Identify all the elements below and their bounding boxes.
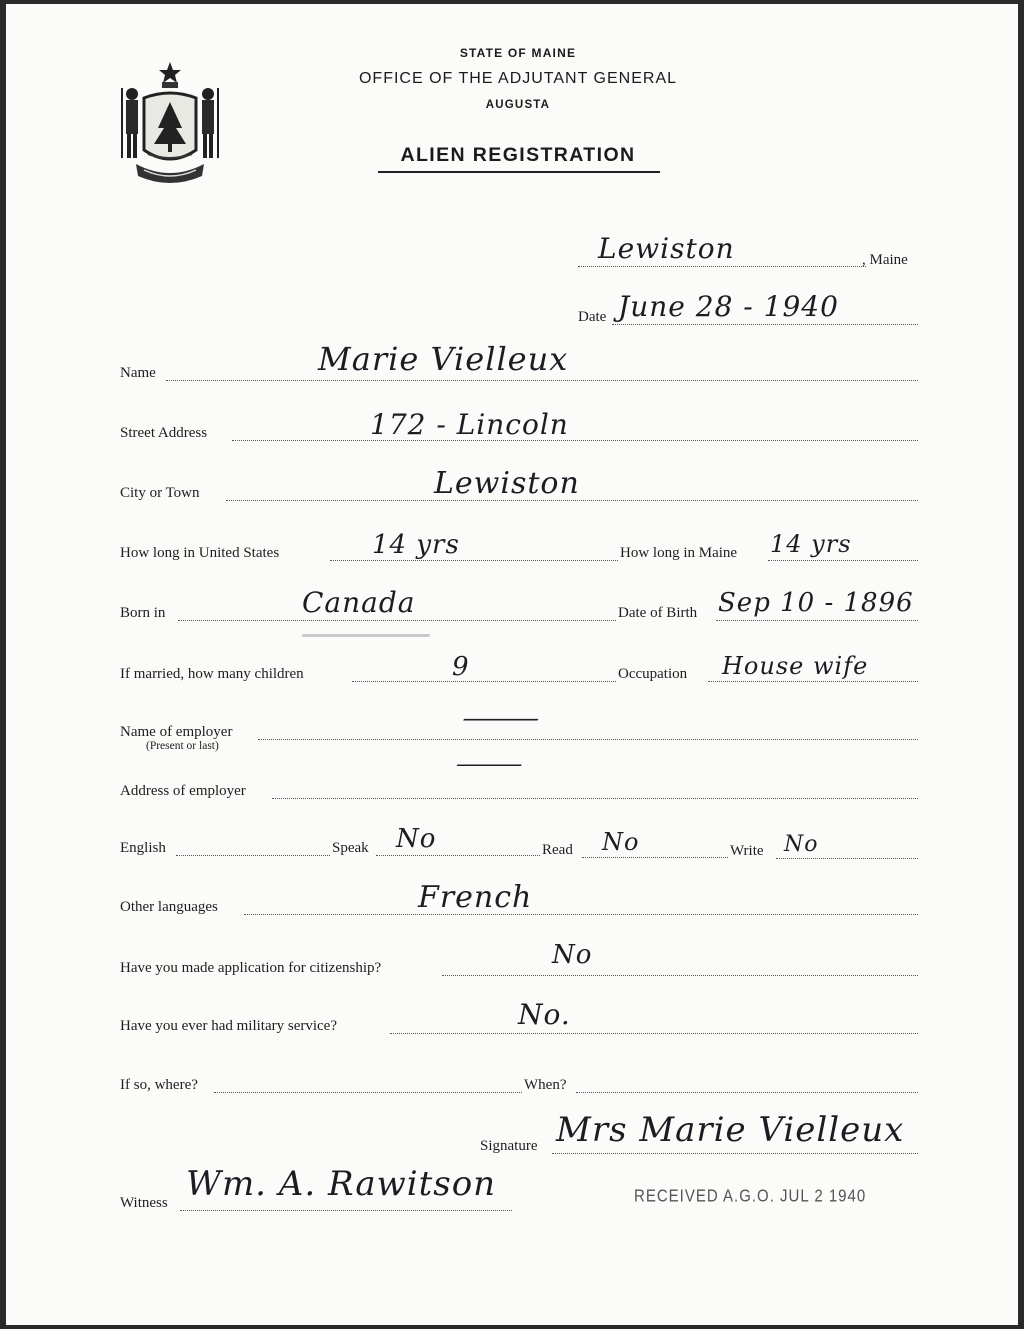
english-line [176,855,330,856]
title-underline [378,171,660,173]
read-label: Read [542,842,573,858]
born-label: Born in [120,605,166,621]
city-entry: Lewiston [434,466,580,501]
signature-line [552,1153,918,1154]
date-label: Date [578,309,607,325]
when-label: When? [524,1077,567,1093]
speak-label: Speak [332,840,369,856]
other-lang-entry: French [418,880,533,915]
employer-address-line [272,798,918,799]
children-label: If married, how many children [120,666,304,682]
name-entry: Marie Vielleux [318,340,569,378]
citizenship-line [442,975,918,976]
pencil-mark [302,634,430,637]
state-heading: STATE OF MAINE [459,46,577,60]
name-label: Name [120,365,156,381]
witness-label: Witness [120,1195,168,1211]
dob-entry: Sep 10 - 1896 [718,588,914,618]
witness-line [180,1210,512,1211]
employer-address-label: Address of employer [120,783,246,799]
occupation-line [708,681,918,682]
other-lang-line [244,914,918,915]
write-line [776,858,918,859]
how-long-us-entry: 14 yrs [372,530,460,560]
read-entry: No [602,828,640,856]
city-heading: AUGUSTA [485,99,551,111]
born-line [178,620,616,621]
street-label: Street Address [120,425,208,441]
occupation-label: Occupation [618,666,688,682]
born-entry: Canada [302,586,416,619]
citizenship-label: Have you made application for citizenship? [120,960,382,976]
read-line [582,857,728,858]
received-stamp: RECEIVED A.G.O. JUL 2 1940 [634,1186,867,1207]
signature-label: Signature [480,1138,538,1154]
form-page [6,4,1018,1325]
city-header-line [578,266,866,267]
employer-sub-label: (Present or last) [146,740,219,752]
date-entry: June 28 - 1940 [618,290,839,323]
where-label: If so, where? [120,1077,198,1093]
occupation-entry: House wife [722,652,869,680]
employer-line [258,739,918,740]
where-line [214,1092,522,1093]
how-long-me-entry: 14 yrs [770,530,852,558]
english-label: English [120,840,166,856]
write-label: Write [730,843,764,859]
maine-label: , Maine [862,252,908,268]
form-title: ALIEN REGISTRATION [400,144,636,166]
how-long-us-line [330,560,618,561]
citizenship-entry: No [552,940,593,970]
speak-entry: No [396,824,437,854]
city-header-entry: Lewiston [598,232,735,265]
employer-entry: — [460,704,545,732]
when-line [576,1092,918,1093]
date-line [612,324,918,325]
how-long-us-label: How long in United States [120,545,280,561]
military-entry: No. [518,998,571,1031]
witness-entry: Wm. A. Rawitson [186,1164,497,1204]
how-long-me-line [768,560,918,561]
children-entry: 9 [452,652,470,682]
employer-address-entry: — [454,752,528,777]
write-entry: No [784,832,819,857]
military-line [390,1033,918,1034]
street-line [232,440,918,441]
signature-entry: Mrs Marie Vielleux [556,1110,905,1150]
how-long-me-label: How long in Maine [620,545,738,561]
office-heading: OFFICE OF THE ADJUTANT GENERAL [358,70,678,87]
employer-label: Name of employer [120,724,233,740]
dob-line [716,620,918,621]
dob-label: Date of Birth [618,605,698,621]
city-label: City or Town [120,485,200,501]
street-entry: 172 - Lincoln [370,408,569,441]
name-line [166,380,918,381]
children-line [352,681,616,682]
speak-line [376,855,540,856]
military-label: Have you ever had military service? [120,1018,337,1034]
other-lang-label: Other languages [120,899,218,915]
